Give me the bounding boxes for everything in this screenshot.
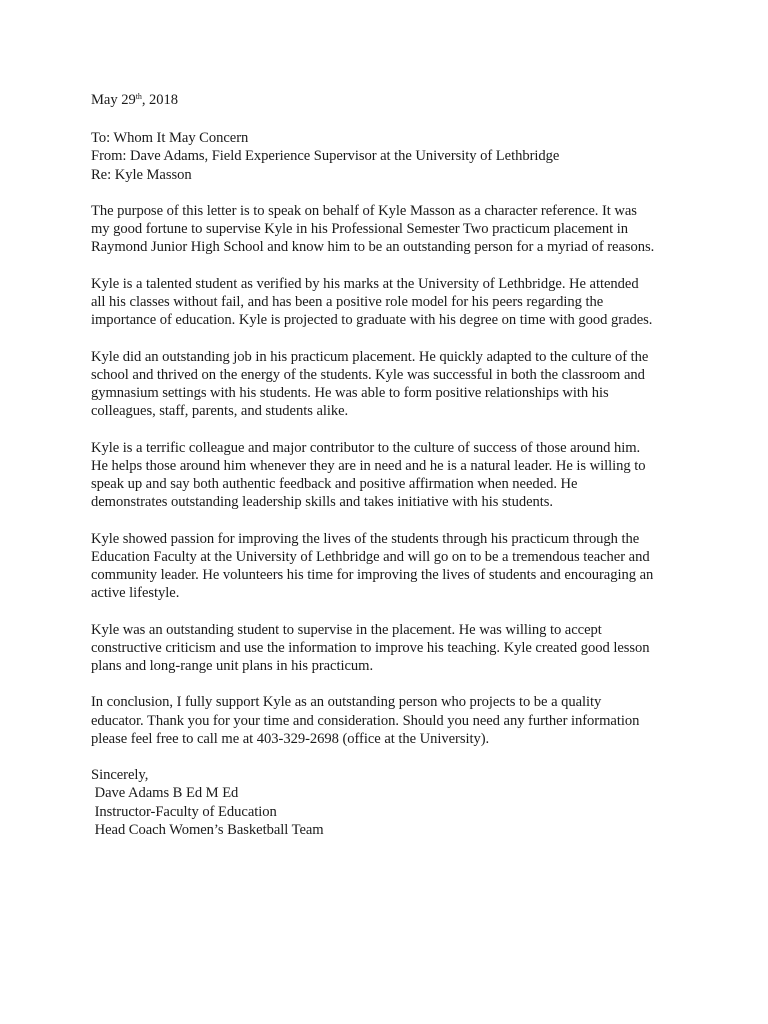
paragraph-line: Kyle is a terrific colleague and major contributor to the culture of success of those around him.: [91, 439, 641, 456]
paragraph-line: all his classes without fail, and has been a positive role model for his peers regarding the: [91, 294, 604, 310]
paragraph-line: Kyle showed passion for improving the lives of the students through his practicum through the: [91, 530, 640, 547]
closing-text: Sincerely,: [91, 767, 149, 784]
paragraph-passion: [91, 530, 691, 603]
header-re: Re: Kyle Masson: [91, 166, 192, 183]
paragraph-line: He helps those around him whenever they are in need and he is a natural leader. He is willing to: [91, 457, 646, 474]
signature-title-instructor: Instructor-Faculty of Education: [91, 803, 277, 820]
paragraph-line: In conclusion, I fully support Kyle as an outstanding person who projects to be a quality: [91, 694, 602, 711]
paragraph-line: The purpose of this letter is to speak on behalf of Kyle Masson as a character reference. It was: [91, 203, 637, 219]
paragraph-line: community leader. He volunteers his time for improving the lives of students and encouraging an: [91, 567, 654, 583]
paragraph-line: my good fortune to supervise Kyle in his Professional Semester Two practicum placement in: [91, 221, 628, 238]
paragraph-line: Kyle is a talented student as verified by his marks at the University of Lethbridge. He attended: [91, 275, 639, 292]
date-main: May 29: [91, 92, 136, 108]
date-suffix: th: [135, 92, 142, 101]
paragraph-line: please feel free to call me at 403-329-2698 (office at the University).: [91, 730, 490, 747]
letter-signature-block: [91, 766, 691, 839]
paragraph-line: educator. Thank you for your time and consideration. Should you need any further information: [91, 712, 640, 729]
paragraph-colleague: [91, 439, 691, 512]
paragraph-line: plans and long-range unit plans in his practicum.: [91, 658, 374, 674]
signature-name: Dave Adams B Ed M Ed: [91, 785, 239, 802]
letter-page: [91, 91, 691, 839]
paragraph-line: demonstrates outstanding leadership skills and takes initiative with his students.: [91, 494, 554, 511]
date-year: , 2018: [141, 92, 179, 108]
paragraph-line: constructive criticism and use the information to improve his teaching. Kyle created good lesson: [91, 639, 650, 656]
paragraph-line: active lifestyle.: [91, 585, 180, 602]
paragraph-student: [91, 275, 691, 330]
paragraph-line: Education Faculty at the University of Lethbridge and will go on to be a tremendous teacher and: [91, 548, 650, 565]
paragraph-supervise: [91, 621, 691, 676]
letter-header: [91, 129, 691, 184]
paragraph-practicum: [91, 348, 691, 421]
paragraph-purpose: [91, 202, 691, 257]
signature-title-coach: Head Coach Women’s Basketball Team: [91, 821, 324, 838]
paragraph-line: Kyle was an outstanding student to supervise in the placement. He was willing to accept: [91, 621, 602, 638]
paragraph-line: colleagues, staff, parents, and students alike.: [91, 403, 349, 420]
letter-date: [91, 91, 691, 109]
paragraph-line: Raymond Junior High School and know him to be an outstanding person for a myriad of reasons.: [91, 239, 655, 256]
header-from: From: Dave Adams, Field Experience Supervisor at the University of Lethbridge: [91, 148, 560, 165]
paragraph-line: gymnasium settings with his students. He was able to form positive relationships with his: [91, 385, 609, 401]
header-to: To: Whom It May Concern: [91, 130, 249, 147]
paragraph-conclusion: [91, 693, 691, 748]
paragraph-line: speak up and say both authentic feedback and positive affirmation when needed. He: [91, 476, 578, 492]
paragraph-line: Kyle did an outstanding job in his practicum placement. He quickly adapted to the culture of the: [91, 348, 649, 365]
paragraph-line: school and thrived on the energy of the students. Kyle was successful in both the classroom and: [91, 366, 645, 383]
paragraph-line: importance of education. Kyle is projected to graduate with his degree on time with good grades.: [91, 312, 653, 329]
